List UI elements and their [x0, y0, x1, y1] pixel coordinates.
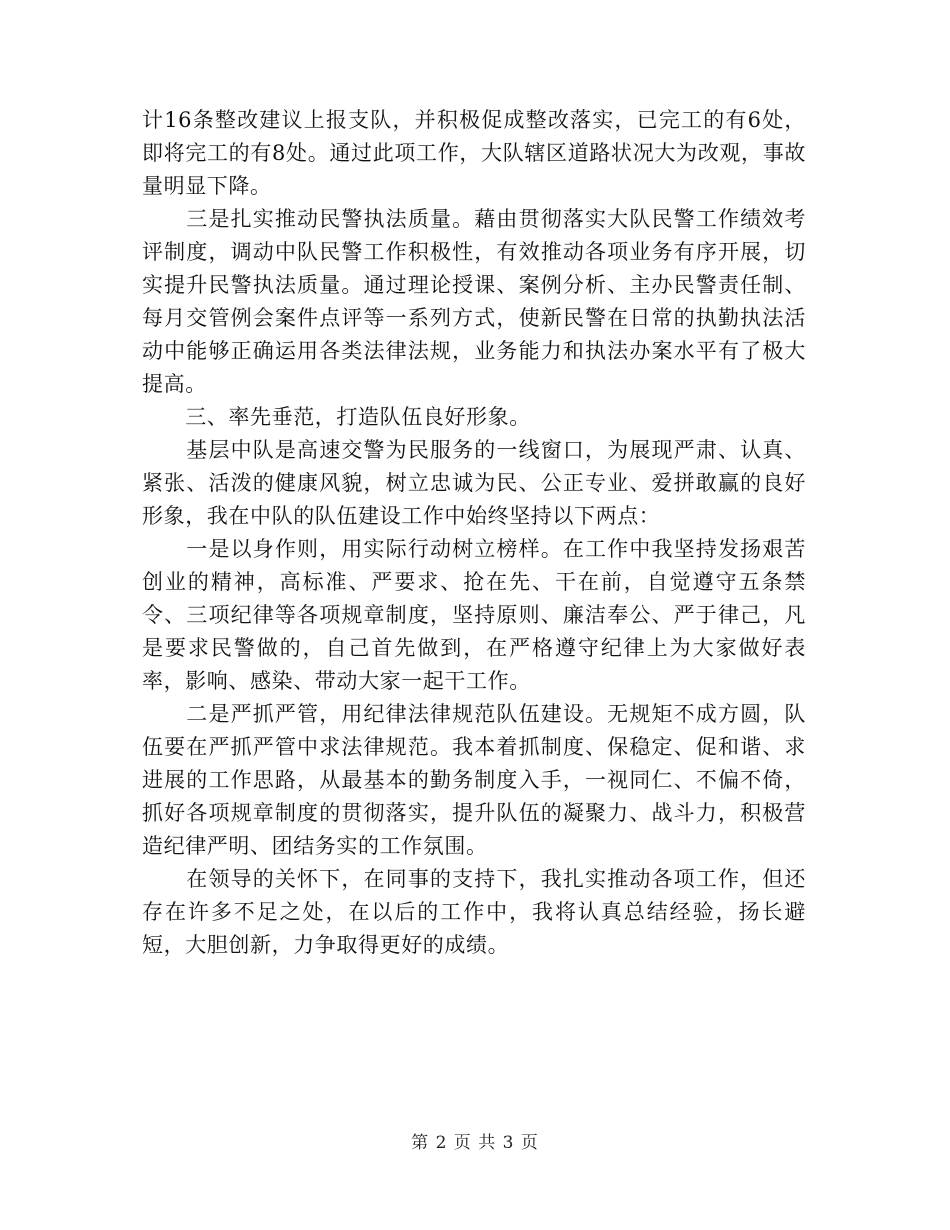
paragraph-4: 一是以身作则，用实际行动树立榜样。在工作中我坚持发扬艰苦创业的精神，高标准、严要求、抢在先、干在前，自觉遵守五条禁令、三项纪律等各项规章制度，坚持原则、廉洁奉公、严于律己，凡是要求民警做的，自己首先做到，在严格遵守纪律上为大家做好表率，影响、感染、带动大家一起干工作。: [142, 537, 806, 693]
paragraph-3: 基层中队是高速交警为民服务的一线窗口，为展现严肃、认真、紧张、活泼的健康风貌，树立忠诚为民、公正专业、爱拼敢赢的良好形象，我在中队的队伍建设工作中始终坚持以下两点：: [142, 438, 806, 528]
section-heading: 三、率先垂范，打造队伍良好形象。: [142, 405, 531, 429]
paragraph-6: 在领导的关怀下，在同事的支持下，我扎实推动各项工作，但还存在许多不足之处，在以后的工作中，我将认真总结经验，扬长避短，大胆创新，力争取得更好的成绩。: [142, 867, 806, 957]
paragraph-2: 三是扎实推动民警执法质量。藉由贯彻落实大队民警工作绩效考评制度，调动中队民警工作积极性，有效推动各项业务有序开展，切实提升民警执法质量。通过理论授课、案例分析、主办民警责任制、每月交管例会案件点评等一系列方式，使新民警在日常的执勤执法活动中能够正确运用各类法律法规，业务能力和执法办案水平有了极大提高。: [142, 207, 806, 396]
document-body: [142, 104, 806, 962]
paragraph-5: 二是严抓严管，用纪律法律规范队伍建设。无规矩不成方圆，队伍要在严抓严管中求法律规范。我本着抓制度、保稳定、促和谐、求进展的工作思路，从最基本的勤务制度入手，一视同仁、不偏不倚，抓好各项规章制度的贯彻落实，提升队伍的凝聚力、战斗力，积极营造纪律严明、团结务实的工作氛围。: [142, 702, 806, 858]
page-number-footer: 第 2 页 共 3 页: [411, 1133, 539, 1153]
paragraph-1: 计16条整改建议上报支队，并积极促成整改落实，已完工的有6处，即将完工的有8处。通过此项工作，大队辖区道路状况大为改观，事故量明显下降。: [142, 108, 806, 198]
